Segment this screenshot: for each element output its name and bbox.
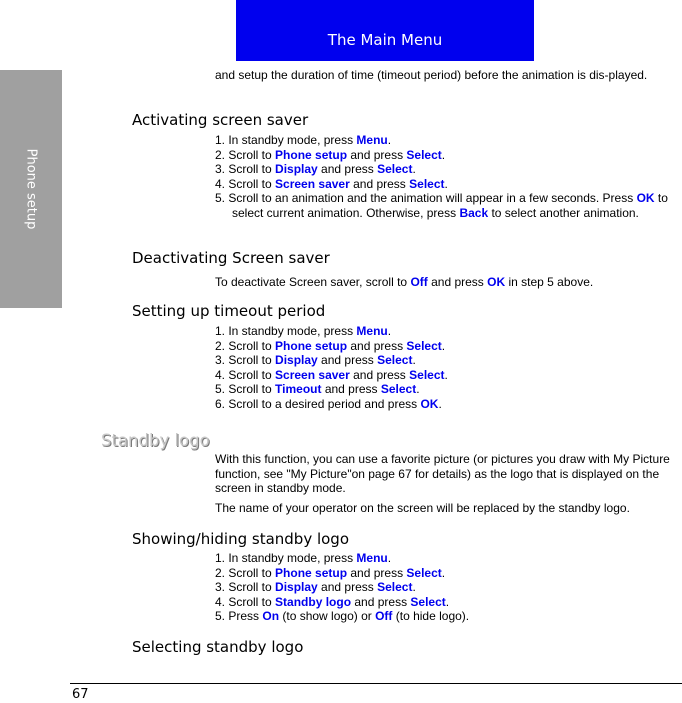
step-text: 3. Scroll to bbox=[215, 162, 276, 176]
step-text: in step 5 above. bbox=[505, 275, 594, 289]
step-text: . bbox=[441, 565, 446, 580]
keyword: Timeout bbox=[275, 382, 322, 396]
step-text: and press bbox=[317, 580, 378, 594]
step-text: 4. Scroll to bbox=[215, 367, 276, 382]
step-text: . bbox=[444, 367, 448, 382]
side-tab-label: Phone setup bbox=[23, 148, 39, 230]
keyword: Back bbox=[459, 205, 489, 220]
keyword: Standby logo bbox=[275, 594, 352, 609]
keyword: OK bbox=[420, 396, 439, 411]
keyword: Menu bbox=[356, 133, 388, 147]
step-text: and press bbox=[321, 382, 381, 396]
keyword: Screen saver bbox=[275, 367, 350, 382]
step-text: and press bbox=[317, 353, 378, 367]
keyword: OK bbox=[487, 275, 506, 289]
step-item bbox=[215, 551, 680, 566]
deactivating-text bbox=[215, 275, 675, 290]
keyword: Select bbox=[377, 162, 413, 176]
header-title: The Main Menu bbox=[327, 31, 443, 49]
step-text: . bbox=[441, 147, 446, 162]
keyword: OK bbox=[636, 191, 655, 205]
step-text: . bbox=[412, 162, 416, 176]
step-text: . bbox=[438, 396, 442, 411]
step-text: 3. Scroll to bbox=[215, 353, 276, 367]
keyword: Select bbox=[409, 367, 445, 382]
step-text: 5. Scroll to an animation and the animation will appear in a few seconds. Press bbox=[215, 191, 637, 205]
step-text: . bbox=[441, 338, 446, 353]
step-text: 4. Scroll to bbox=[215, 594, 276, 609]
step-item bbox=[215, 162, 680, 177]
keyword: Display bbox=[275, 580, 318, 594]
step-item bbox=[215, 368, 680, 383]
step-item bbox=[215, 595, 680, 610]
keyword: Select bbox=[377, 353, 413, 367]
step-text: 3. Scroll to bbox=[215, 580, 276, 594]
step-text: . bbox=[416, 382, 420, 396]
step-text: to select another animation. bbox=[488, 205, 639, 220]
keyword: Select bbox=[377, 580, 413, 594]
step-text: . bbox=[387, 133, 392, 147]
heading-activating: Activating screen saver bbox=[132, 111, 309, 129]
keyword: Phone setup bbox=[275, 147, 348, 162]
step-text: and press bbox=[351, 594, 411, 609]
header-tab bbox=[236, 0, 534, 61]
keyword: Select bbox=[380, 382, 417, 396]
keyword: Select bbox=[406, 338, 442, 353]
step-item bbox=[215, 353, 680, 368]
step-text: 2. Scroll to bbox=[215, 565, 276, 580]
step-text: 1. In standby mode, press bbox=[215, 551, 357, 565]
step-text: 2. Scroll to bbox=[215, 338, 276, 353]
step-item bbox=[215, 580, 680, 595]
step-text: 4. Scroll to bbox=[215, 176, 276, 191]
step-item bbox=[215, 609, 680, 624]
side-tab bbox=[0, 70, 62, 308]
step-item bbox=[215, 339, 680, 354]
keyword: Display bbox=[275, 353, 318, 367]
steps-showing bbox=[215, 551, 680, 624]
step-text: 1. In standby mode, press bbox=[215, 133, 357, 147]
step-text: To deactivate Screen saver, scroll to bbox=[215, 275, 411, 289]
step-text: 6. Scroll to a desired period and press bbox=[215, 396, 421, 411]
keyword: Screen saver bbox=[275, 176, 350, 191]
step-text: 5. Scroll to bbox=[215, 382, 276, 396]
step-item bbox=[215, 148, 680, 163]
standby-logo-para-2: The name of your operator on the screen will be replaced by the standby logo. bbox=[215, 501, 630, 515]
page-number: 67 bbox=[72, 687, 89, 702]
step-text: . bbox=[412, 580, 416, 594]
steps-timeout bbox=[215, 324, 680, 411]
step-text: . bbox=[412, 353, 416, 367]
step-text: and press bbox=[347, 147, 407, 162]
step-text: and press bbox=[317, 162, 378, 176]
heading-deactivating: Deactivating Screen saver bbox=[132, 249, 330, 267]
keyword: Off bbox=[410, 275, 428, 289]
step-text: and press bbox=[347, 338, 407, 353]
heading-selecting: Selecting standby logo bbox=[132, 638, 304, 656]
step-text: to select current animation. Otherwise, press bbox=[232, 191, 668, 220]
keyword: Select bbox=[406, 565, 442, 580]
step-item bbox=[215, 382, 680, 397]
section-heading-standby-logo: Standby logo bbox=[101, 431, 210, 450]
step-item bbox=[215, 133, 680, 148]
standby-logo-para-1: With this function, you can use a favorite picture (or pictures you draw with My Picture function, see "My Picture"on page 67 for details) as the logo that is displayed on the screen in standby mode. bbox=[215, 452, 670, 495]
keyword: Display bbox=[275, 162, 318, 176]
step-item bbox=[215, 397, 680, 412]
step-item bbox=[215, 191, 680, 220]
keyword: Select bbox=[409, 176, 445, 191]
step-text: and press bbox=[349, 176, 410, 191]
step-item bbox=[215, 324, 680, 339]
step-text: (to hide logo). bbox=[392, 609, 470, 623]
step-text: . bbox=[444, 176, 448, 191]
step-text: and press bbox=[427, 275, 488, 289]
keyword: Select bbox=[406, 147, 442, 162]
step-text: (to show logo) or bbox=[279, 609, 376, 623]
step-text: . bbox=[387, 551, 392, 565]
heading-timeout: Setting up timeout period bbox=[132, 302, 326, 320]
keyword: Phone setup bbox=[275, 565, 348, 580]
step-text: and press bbox=[349, 367, 410, 382]
step-text: . bbox=[445, 594, 450, 609]
step-item bbox=[215, 566, 680, 581]
step-text: and press bbox=[347, 565, 407, 580]
step-item bbox=[215, 177, 680, 192]
keyword: Menu bbox=[356, 324, 388, 338]
keyword: Select bbox=[410, 594, 446, 609]
intro-text: and setup the duration of time (timeout period) before the animation is dis-played. bbox=[215, 68, 648, 82]
keyword: Phone setup bbox=[275, 338, 348, 353]
step-text: 5. Press bbox=[215, 609, 263, 623]
steps-activating bbox=[215, 133, 680, 220]
step-text: . bbox=[387, 324, 392, 338]
keyword: On bbox=[262, 609, 280, 623]
step-text: 1. In standby mode, press bbox=[215, 324, 357, 338]
step-text: 2. Scroll to bbox=[215, 147, 276, 162]
keyword: Menu bbox=[356, 551, 388, 565]
heading-showing: Showing/hiding standby logo bbox=[132, 530, 350, 548]
footer-rule bbox=[70, 683, 682, 684]
keyword: Off bbox=[375, 609, 393, 623]
